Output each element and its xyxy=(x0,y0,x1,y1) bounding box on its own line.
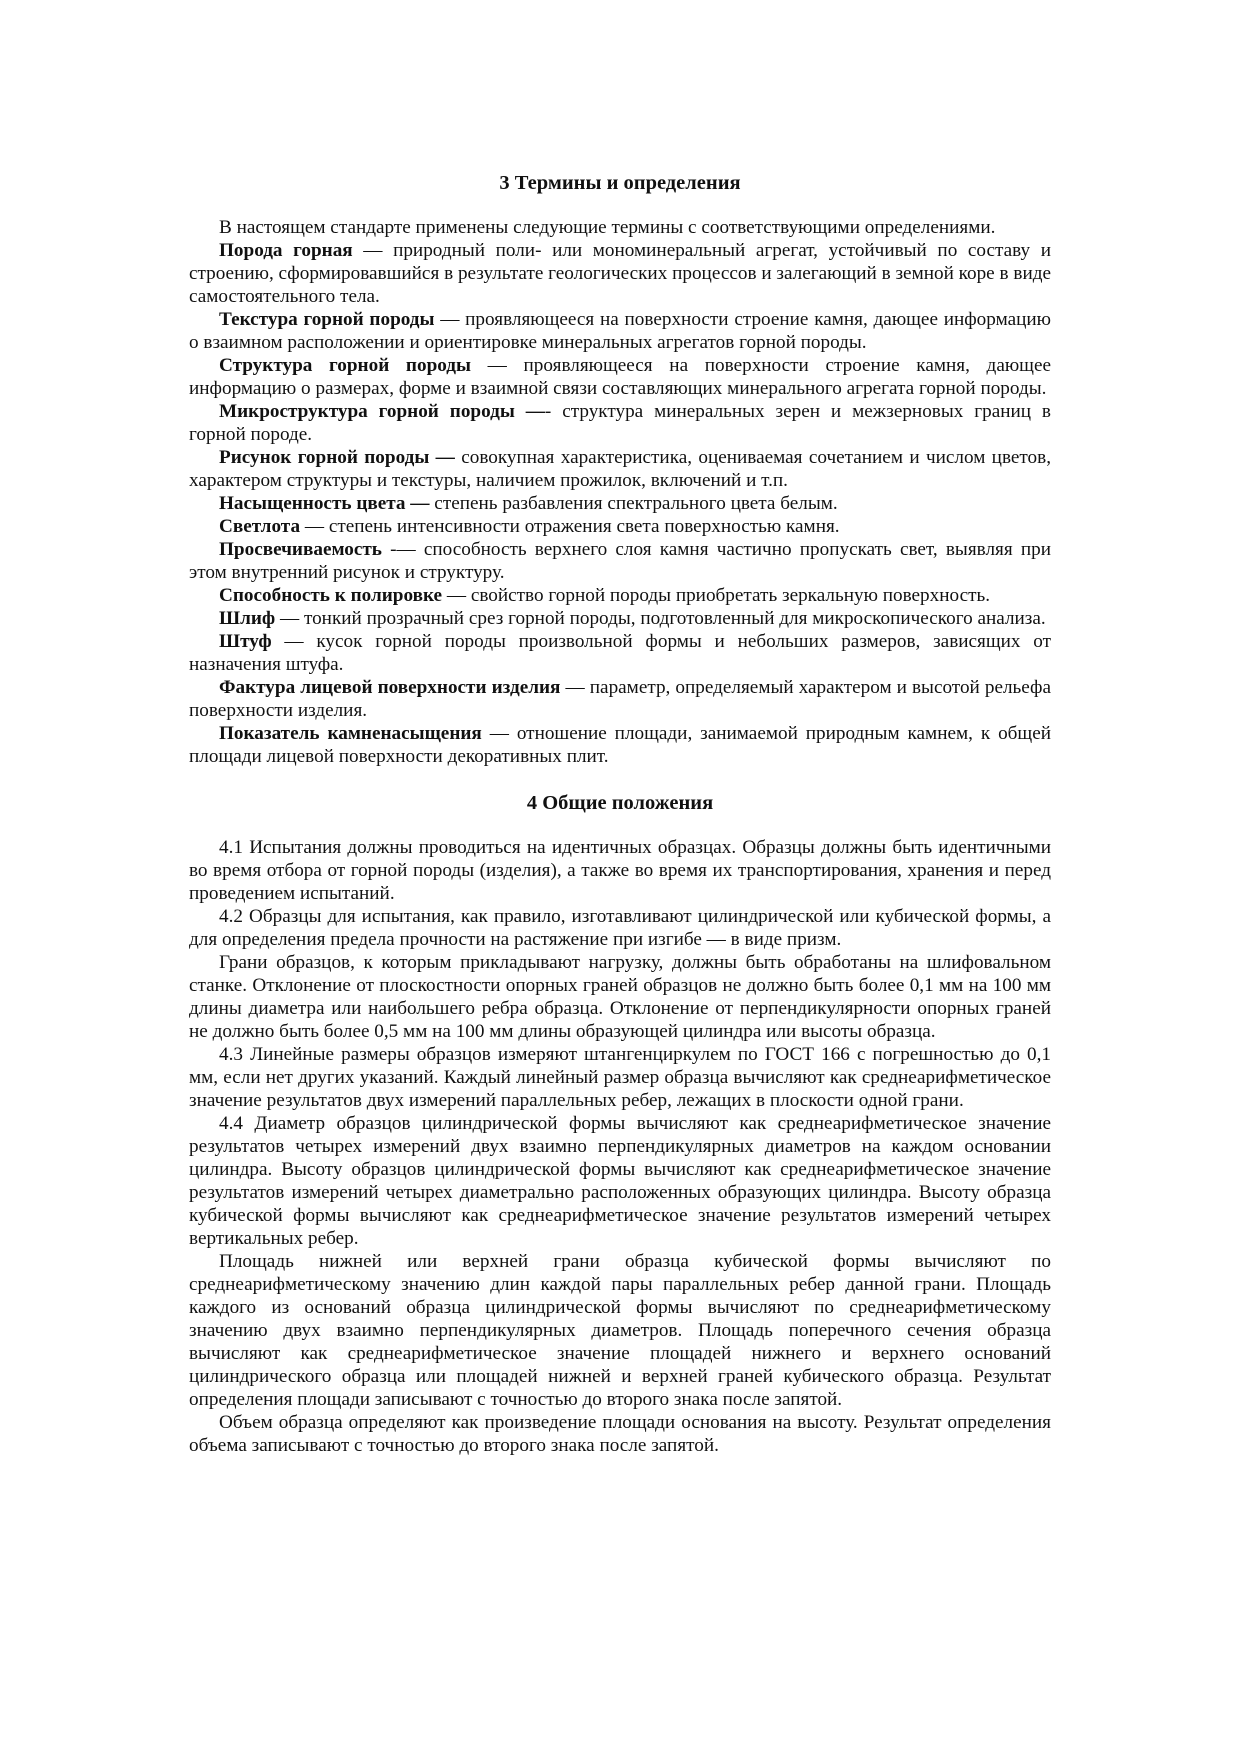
term-entry xyxy=(189,676,1051,722)
term-entry xyxy=(189,515,1051,538)
term-entry xyxy=(189,400,1051,446)
term-name: Структура горной породы xyxy=(219,355,471,376)
term-entry xyxy=(189,354,1051,400)
term-name: Шлиф xyxy=(219,608,276,629)
term-entry xyxy=(189,492,1051,515)
paragraph: 4.3 Линейные размеры образцов измеряют штангенциркулем по ГОСТ 166 с погрешностью до 0,1 мм, если нет других указаний. Каждый линейный размер образца вычисляют как среднеарифметическое значение результатов двух измерений параллельных ребер, лежащих в плоскости одной грани. xyxy=(189,1044,1051,1111)
term-entry xyxy=(189,607,1051,630)
paragraph: 4.1 Испытания должны проводиться на идентичных образцах. Образцы должны быть идентичными во время отбора от горной породы (изделия), а также во время их транспортирования, хранения и перед проведением испытаний. xyxy=(189,837,1051,904)
term-definition: — отношение площади, занимаемой природным камнем, к общей площади лицевой поверхности декоративных плит. xyxy=(189,723,1051,767)
paragraph: Площадь нижней или верхней грани образца кубической формы вычисляют по среднеарифметическому значению длин каждой пары параллельных ребер данной грани. Площадь каждого из оснований образца цилиндрической формы вычисляют по среднеарифметическому значению двух взаимно перпендикулярных диаметров. Площадь поперечного сечения образца вычисляют как среднеарифметическое значение площадей нижнего и верхнего оснований цилиндрического образца или площадей нижней и верхней граней кубического образца. Результат определения площади записывают с точностью до второго знака после запятой. xyxy=(189,1251,1051,1410)
term-entry xyxy=(189,584,1051,607)
term-name: Просвечиваемость xyxy=(219,539,382,560)
term-definition: — проявляющееся на поверхности строение камня, дающее информацию о взаимном расположении и ориентировке минеральных агрегатов горной породы. xyxy=(189,309,1051,353)
term-entry xyxy=(189,308,1051,354)
term-entry xyxy=(189,722,1051,768)
section-4-body xyxy=(189,836,1051,1457)
term-definition: — параметр, определяемый характером и высотой рельефа поверхности изделия. xyxy=(189,677,1052,721)
section-4-heading: 4 Общие положения xyxy=(526,792,714,814)
term-name: Фактура лицевой поверхности изделия xyxy=(219,677,561,698)
term-entry xyxy=(189,630,1051,676)
term-entry xyxy=(189,446,1051,492)
paragraph: Грани образцов, к которым прикладывают нагрузку, должны быть обработаны на шлифовальном станке. Отклонение от плоскостности опорных граней образцов не должно быть более 0,1 мм на 100 мм длины диаметра или наибольшего ребра образца. Отклонение от перпендикулярности опорных граней не должно быть более 0,5 мм на 100 мм длины образующей цилиндра или высоты образца. xyxy=(189,952,1051,1042)
terms-list xyxy=(189,239,1051,768)
document-page xyxy=(189,170,1051,1457)
term-name: Микроструктура горной породы — xyxy=(219,401,545,422)
term-name: Способность к полировке xyxy=(219,585,443,606)
term-entry xyxy=(189,538,1051,584)
term-name: Текстура горной породы xyxy=(219,309,435,330)
term-definition: степень разбавления спектрального цвета белым. xyxy=(429,493,838,514)
term-name: Светлота xyxy=(219,516,301,537)
term-name: Порода горная xyxy=(219,240,353,261)
paragraph: Объем образца определяют как произведение площади основания на высоту. Результат определения объема записывают с точностью до второго знака после запятой. xyxy=(189,1412,1051,1456)
term-definition: - структура минеральных зерен и межзерновых границ в горной породе. xyxy=(189,401,1051,445)
term-definition: совокупная характеристика, оцениваемая сочетанием и числом цветов, характером структуры и текстуры, наличием прожилок, включений и т.п. xyxy=(189,447,1052,491)
term-definition: -— способность верхнего слоя камня частично пропускать свет, выявляя при этом внутренний рисунок и структуру. xyxy=(189,539,1051,583)
section-3-heading: 3 Термины и определения xyxy=(499,172,741,194)
term-entry xyxy=(189,239,1051,308)
term-definition: — степень интенсивности отражения света поверхностью камня. xyxy=(300,516,840,537)
term-definition: — свойство горной породы приобретать зеркальную поверхность. xyxy=(442,585,991,606)
paragraph: 4.2 Образцы для испытания, как правило, изготавливают цилиндрической или кубической формы, а для определения предела прочности на растяжение при изгибе — в виде призм. xyxy=(189,906,1051,950)
paragraph: 4.4 Диаметр образцов цилиндрической формы вычисляют как среднеарифметическое значение результатов четырех измерений двух взаимно перпендикулярных диаметров на каждом основании цилиндра. Высоту образцов цилиндрической формы вычисляют как среднеарифметическое значение результатов измерений четырех диаметрально расположенных образующих цилиндра. Высоту образца кубической формы вычисляют как среднеарифметическое значение результатов измерений четырех вертикальных ребер. xyxy=(189,1113,1051,1249)
term-definition: — тонкий прозрачный срез горной породы, подготовленный для микроскопического анализа. xyxy=(275,608,1046,629)
term-definition: — кусок горной породы произвольной формы и небольших размеров, зависящих от назначения штуфа. xyxy=(189,631,1051,675)
section-3-intro: В настоящем стандарте применены следующие термины с соответствующими определениями. xyxy=(219,217,996,238)
term-definition: — природный поли- или мономинеральный агрегат, устойчивый по составу и строению, сформировавшийся в результате геологических процессов и залегающий в земной коре в виде самостоятельного тела. xyxy=(189,240,1051,307)
term-name: Насыщенность цвета — xyxy=(219,493,430,514)
term-name: Рисунок горной породы — xyxy=(219,447,455,468)
term-name: Показатель камненасыщения xyxy=(219,723,482,744)
term-definition: — проявляющееся на поверхности строение камня, дающее информацию о размерах, форме и взаимной связи составляющих минерального агрегата горной породы. xyxy=(189,355,1051,399)
term-name: Штуф xyxy=(219,631,272,652)
